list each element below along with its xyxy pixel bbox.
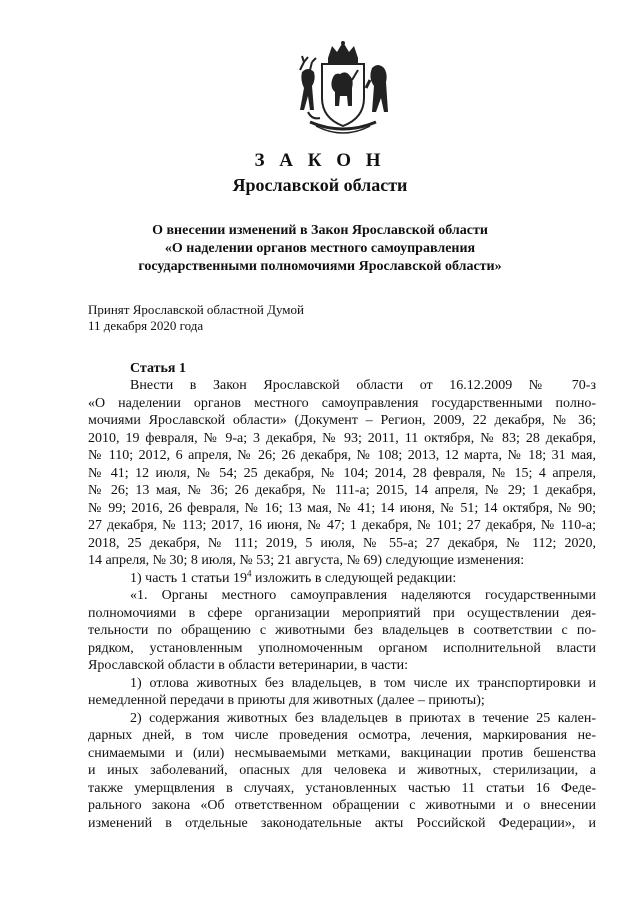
text-line: № 110; 2012, 6 апреля, № 26; 26 декабря, № 108; 2013, 12 марта, № 18; 31 мая, bbox=[88, 448, 596, 463]
text-line: снимаемыми и (или) несмываемыми метками, вакцинации против бешенства bbox=[88, 745, 596, 761]
law-subject-line: «О наделении органов местного самоуправления bbox=[164, 241, 476, 256]
item-1-prefix: 1) часть 1 статьи 19 bbox=[130, 570, 247, 586]
text-line: рального закона «Об ответственном обращении с животными и о внесении bbox=[88, 798, 596, 813]
item-1-superscript: 4 bbox=[246, 567, 252, 578]
text-line: Ярославской области в области ветеринарии, в части: bbox=[88, 658, 408, 673]
article-intro bbox=[88, 377, 596, 570]
law-subject-line: государственными полномочиями Ярославской области» bbox=[138, 259, 502, 274]
text-line: и иных заболеваний, опасных для человека и животных, стерилизации, а bbox=[88, 763, 596, 778]
text-line: «О наделении органов местного самоуправления государственными полно- bbox=[88, 395, 596, 411]
item-1-suffix: изложить в следующей редакции: bbox=[251, 570, 457, 586]
text-line: «1. Органы местного самоуправления наделяются государственными bbox=[130, 588, 596, 603]
adoption-body: Принят Ярославской областной Думой bbox=[88, 302, 304, 317]
text-line: 2018, 25 декабря, № 111; 2019, 5 июля, № 55-а; 27 декабря, № 112; 2020, bbox=[88, 535, 596, 551]
coat-of-arms-emblem bbox=[290, 40, 396, 140]
text-line: № 99; 2016, 26 февраля, № 16; 13 мая, № 41; 14 июня, № 51; 14 октября, № 90; bbox=[88, 500, 596, 516]
text-line: № 41; 12 июля, № 54; 25 декабря, № 104; 2014, 28 февраля, № 15; 4 апреля, bbox=[88, 465, 596, 481]
text-line: тельности по обращению с животными без владельцев в соответствии с по- bbox=[88, 623, 596, 638]
text-line: 1) отлова животных без владельцев, в том числе их транспортировки и bbox=[130, 675, 596, 691]
text-line: также умерщвления в случаях, установленных частью 11 статьи 16 Феде- bbox=[88, 780, 596, 796]
article-heading: Статья 1 bbox=[130, 361, 186, 376]
text-line: № 26; 13 мая, № 36; 26 декабря, № 111-а; 2015, 14 апреля, № 29; 1 декабря, bbox=[88, 483, 596, 498]
quoted-text bbox=[88, 587, 596, 832]
text-line: дарных дней, в том числе проведения осмотра, лечения, маркирования не- bbox=[88, 728, 596, 743]
adoption-note bbox=[88, 302, 304, 334]
text-line: 14 апреля, № 30; 8 июля, № 53; 21 августа, № 69) следующие изменения: bbox=[88, 553, 525, 568]
document-type-title: З А К О Н bbox=[254, 150, 386, 171]
text-line: рядком, установленным уполномоченным органом исполнительной власти bbox=[88, 640, 596, 656]
text-line: Внести в Закон Ярославской области от 16.12.2009 № 70-з bbox=[130, 378, 596, 393]
text-line: 27 декабря, № 113; 2017, 16 июня, № 47; 1 декабря, № 101; 27 декабря, № 110-а; bbox=[88, 518, 596, 533]
text-line: немедленной передачи в приюты для животных (далее – приюты); bbox=[88, 693, 485, 708]
text-line: мочиями Ярославской области» (Документ – Регион, 2009, 22 декабря, № 36; bbox=[88, 413, 596, 428]
item-1-line bbox=[88, 567, 596, 588]
text-line: изменений в отдельные законодательные акты Российской Федерации», и bbox=[88, 815, 596, 831]
law-subject bbox=[0, 222, 640, 276]
text-line: 2010, 19 февраля, № 9-а; 3 декабря, № 93; 2011, 11 октября, № 83; 28 декабря, bbox=[88, 430, 596, 446]
article-body bbox=[88, 377, 596, 832]
adoption-date: 11 декабря 2020 года bbox=[88, 318, 204, 333]
text-line: полномочиями в сфере организации мероприятий при осуществлении дея- bbox=[88, 605, 596, 621]
law-subject-line: О внесении изменений в Закон Ярославской области bbox=[152, 223, 488, 238]
region-title: Ярославской области bbox=[232, 175, 408, 195]
text-line: 2) содержания животных без владельцев в приютах в течение 25 кален- bbox=[130, 710, 596, 726]
